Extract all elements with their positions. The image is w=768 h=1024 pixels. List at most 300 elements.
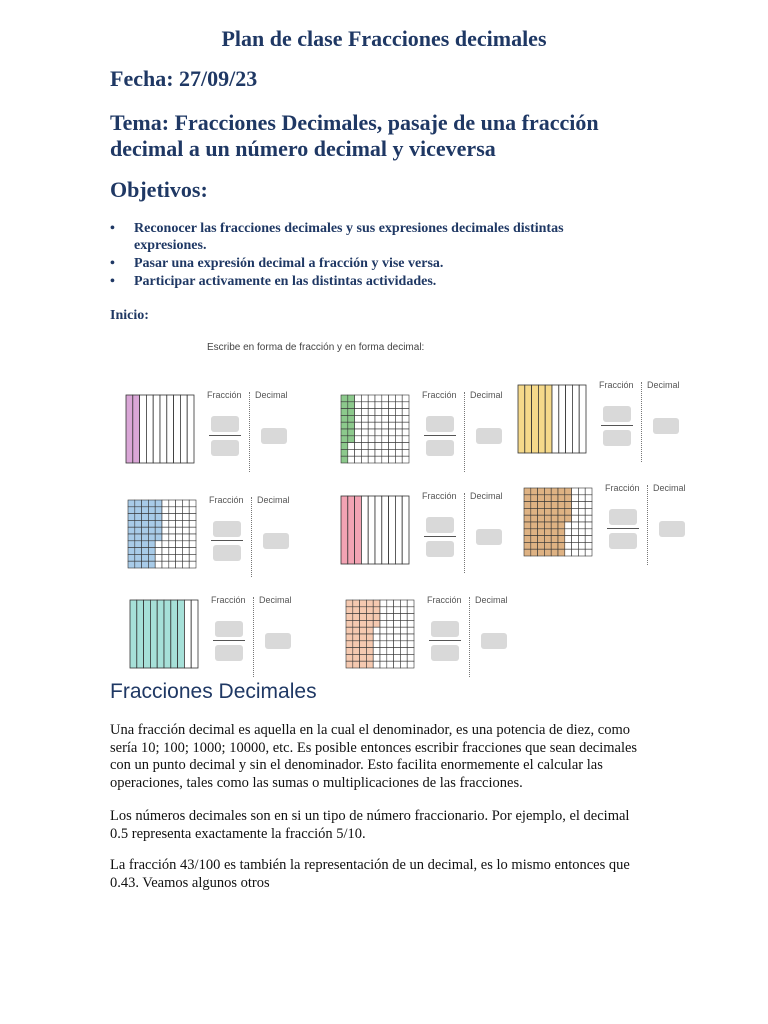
tenth-strip xyxy=(160,395,167,463)
exercise-5 xyxy=(340,491,525,590)
shaded-hundredth xyxy=(348,395,355,402)
shaded-hundredth xyxy=(531,542,538,549)
denominator-box xyxy=(603,430,631,446)
hundredth-cell xyxy=(355,395,362,402)
hundredth-cell xyxy=(361,402,368,409)
hundredth-cell xyxy=(407,661,414,668)
hundredth-cell xyxy=(176,548,183,555)
decimal-box xyxy=(476,428,502,444)
shaded-hundredth xyxy=(142,534,149,541)
hundredth-cell xyxy=(368,415,375,422)
hundredth-cell xyxy=(389,456,396,463)
hundredth-cell xyxy=(395,436,402,443)
denominator-box xyxy=(215,645,243,661)
hundredth-cell xyxy=(155,541,162,548)
shaded-hundredth xyxy=(148,520,155,527)
shaded-hundredth xyxy=(538,488,545,495)
hundredth-cell xyxy=(585,542,592,549)
shaded-tenth xyxy=(341,496,348,564)
dotted-divider xyxy=(464,493,465,573)
hundredth-cell xyxy=(162,561,169,568)
hundredth-cell xyxy=(578,529,585,536)
shaded-hundredth xyxy=(135,541,142,548)
hundredth-cell xyxy=(585,529,592,536)
hundredth-cell xyxy=(155,554,162,561)
hundredth-cell xyxy=(402,449,409,456)
hundredth-cell xyxy=(387,600,394,607)
tenth-strip xyxy=(191,600,198,668)
hundredth-cell xyxy=(382,402,389,409)
tenth-strip xyxy=(566,385,573,453)
shaded-hundredth xyxy=(360,620,367,627)
hundredth-cell xyxy=(176,500,183,507)
hundredth-cell xyxy=(375,422,382,429)
hundredth-cell xyxy=(395,415,402,422)
hundredth-cell xyxy=(182,527,189,534)
paragraph-example: Los números decimales son en si un tipo de número fraccionario. Por ejemplo, el decimal 0.5 representa exactamente la fracción 5/10. xyxy=(110,808,630,842)
shaded-hundredth xyxy=(348,402,355,409)
hundredth-cell xyxy=(182,500,189,507)
shaded-hundredth xyxy=(348,415,355,422)
shaded-hundredth xyxy=(341,402,348,409)
denominator-box xyxy=(211,440,239,456)
hundredth-cell xyxy=(572,515,579,522)
shaded-hundredth xyxy=(353,634,360,641)
hundredth-cell xyxy=(380,641,387,648)
shaded-hundredth xyxy=(524,536,531,543)
shaded-hundredth xyxy=(128,554,135,561)
hundredth-cell xyxy=(565,536,572,543)
fraction-model-hundredths xyxy=(127,499,197,569)
activity-figure xyxy=(115,332,695,677)
shaded-hundredth xyxy=(373,600,380,607)
shaded-hundredth xyxy=(360,607,367,614)
shaded-hundredth xyxy=(135,534,142,541)
shaded-hundredth xyxy=(538,542,545,549)
shaded-hundredth xyxy=(142,548,149,555)
hundredth-cell xyxy=(176,554,183,561)
tenth-strip xyxy=(382,496,389,564)
hundredth-cell xyxy=(407,614,414,621)
shaded-hundredth xyxy=(524,522,531,529)
denominator-box xyxy=(426,541,454,557)
shaded-hundredth xyxy=(142,500,149,507)
tenth-strip xyxy=(552,385,559,453)
shaded-hundredth xyxy=(142,514,149,521)
shaded-hundredth xyxy=(531,522,538,529)
numerator-box xyxy=(431,621,459,637)
hundredth-cell xyxy=(400,620,407,627)
shaded-hundredth xyxy=(551,488,558,495)
hundredth-cell xyxy=(395,449,402,456)
hundredth-cell xyxy=(402,436,409,443)
hundredth-cell xyxy=(176,561,183,568)
hundredth-cell xyxy=(361,422,368,429)
hundredth-cell xyxy=(368,456,375,463)
numerator-box xyxy=(215,621,243,637)
shaded-hundredth xyxy=(558,529,565,536)
hundredth-cell xyxy=(565,549,572,556)
shaded-hundredth xyxy=(128,527,135,534)
shaded-hundredth xyxy=(551,515,558,522)
shaded-hundredth xyxy=(135,520,142,527)
shaded-hundredth xyxy=(544,549,551,556)
decimal-label: Decimal xyxy=(255,390,288,400)
hundredth-cell xyxy=(395,429,402,436)
tenth-strip xyxy=(174,395,181,463)
hundredth-cell xyxy=(169,507,176,514)
shaded-tenth xyxy=(144,600,151,668)
hundredth-cell xyxy=(162,548,169,555)
hundredth-cell xyxy=(572,522,579,529)
shaded-hundredth xyxy=(544,536,551,543)
hundredth-cell xyxy=(402,456,409,463)
shaded-hundredth xyxy=(346,607,353,614)
hundredth-cell xyxy=(407,648,414,655)
hundredth-cell xyxy=(389,436,396,443)
shaded-hundredth xyxy=(551,502,558,509)
shaded-hundredth xyxy=(360,648,367,655)
hundredth-cell xyxy=(387,620,394,627)
shaded-hundredth xyxy=(341,409,348,416)
dotted-divider xyxy=(251,497,252,577)
shaded-hundredth xyxy=(142,541,149,548)
fraction-bar xyxy=(209,435,241,436)
shaded-hundredth xyxy=(544,495,551,502)
tenth-strip xyxy=(395,496,402,564)
hundredth-cell xyxy=(394,641,401,648)
shaded-hundredth xyxy=(360,614,367,621)
hundredth-cell xyxy=(189,500,196,507)
hundredth-cell xyxy=(355,443,362,450)
shaded-hundredth xyxy=(148,548,155,555)
shaded-hundredth xyxy=(366,614,373,621)
objectives-list xyxy=(110,220,630,291)
fraction-model-hundredths xyxy=(523,487,593,557)
shaded-hundredth xyxy=(551,508,558,515)
hundredth-cell xyxy=(387,648,394,655)
hundredth-cell xyxy=(572,542,579,549)
hundredth-cell xyxy=(407,607,414,614)
shaded-hundredth xyxy=(366,634,373,641)
shaded-hundredth xyxy=(142,527,149,534)
hundredth-cell xyxy=(389,449,396,456)
shaded-hundredth xyxy=(341,456,348,463)
shaded-tenth xyxy=(133,395,140,463)
fraction-model-hundredths xyxy=(345,599,415,669)
hundredth-cell xyxy=(380,614,387,621)
shaded-hundredth xyxy=(128,507,135,514)
numerator-box xyxy=(426,416,454,432)
hundredth-cell xyxy=(162,520,169,527)
hundredth-cell xyxy=(162,541,169,548)
hundredth-cell xyxy=(155,561,162,568)
hundredth-cell xyxy=(578,508,585,515)
hundredth-cell xyxy=(395,456,402,463)
shaded-hundredth xyxy=(148,554,155,561)
inicio-label: Inicio: xyxy=(110,308,149,323)
exercise-2 xyxy=(340,390,525,489)
shaded-hundredth xyxy=(531,529,538,536)
shaded-hundredth xyxy=(538,508,545,515)
hundredth-cell xyxy=(189,548,196,555)
shaded-tenth xyxy=(355,496,362,564)
shaded-hundredth xyxy=(366,648,373,655)
hundredth-cell xyxy=(182,534,189,541)
tenth-strip xyxy=(579,385,586,453)
hundredth-cell xyxy=(176,541,183,548)
shaded-hundredth xyxy=(341,395,348,402)
shaded-hundredth xyxy=(544,529,551,536)
shaded-hundredth xyxy=(558,508,565,515)
shaded-hundredth xyxy=(360,641,367,648)
hundredth-cell xyxy=(394,634,401,641)
shaded-hundredth xyxy=(544,515,551,522)
hundredth-cell xyxy=(400,607,407,614)
hundredth-cell xyxy=(162,507,169,514)
denominator-box xyxy=(213,545,241,561)
shaded-hundredth xyxy=(366,627,373,634)
exercise-8 xyxy=(345,595,530,694)
hundredth-cell xyxy=(585,502,592,509)
hundredth-cell xyxy=(565,529,572,536)
hundredth-cell xyxy=(355,429,362,436)
hundredth-cell xyxy=(169,534,176,541)
shaded-hundredth xyxy=(366,641,373,648)
shaded-hundredth xyxy=(544,488,551,495)
hundredth-cell xyxy=(182,548,189,555)
hundredth-cell xyxy=(189,507,196,514)
hundredth-cell xyxy=(368,409,375,416)
shaded-hundredth xyxy=(544,502,551,509)
hundredth-cell xyxy=(169,514,176,521)
hundredth-cell xyxy=(389,409,396,416)
hundredth-cell xyxy=(387,607,394,614)
hundredth-cell xyxy=(368,402,375,409)
shaded-hundredth xyxy=(551,522,558,529)
hundredth-cell xyxy=(395,443,402,450)
objective-item: • Reconocer las fracciones decimales y sus expresiones decimales distintas expresiones. xyxy=(110,220,630,254)
shaded-hundredth xyxy=(360,627,367,634)
shaded-hundredth xyxy=(128,500,135,507)
dotted-divider xyxy=(249,392,250,472)
hundredth-cell xyxy=(394,648,401,655)
shaded-hundredth xyxy=(531,508,538,515)
shaded-hundredth xyxy=(524,515,531,522)
hundredth-cell xyxy=(375,449,382,456)
hundredth-cell xyxy=(373,661,380,668)
decimal-label: Decimal xyxy=(257,495,290,505)
fraction-bar xyxy=(213,640,245,641)
hundredth-cell xyxy=(380,654,387,661)
hundredth-cell xyxy=(355,402,362,409)
tenth-strip xyxy=(375,496,382,564)
hundredth-cell xyxy=(373,641,380,648)
tenth-strip xyxy=(187,395,194,463)
hundredth-cell xyxy=(361,456,368,463)
fraction-model-hundredths xyxy=(340,394,410,464)
shaded-hundredth xyxy=(128,520,135,527)
shaded-hundredth xyxy=(366,620,373,627)
hundredth-cell xyxy=(162,500,169,507)
hundredth-cell xyxy=(355,409,362,416)
shaded-hundredth xyxy=(148,541,155,548)
shaded-hundredth xyxy=(341,436,348,443)
decimal-box xyxy=(481,633,507,649)
hundredth-cell xyxy=(162,554,169,561)
shaded-hundredth xyxy=(135,507,142,514)
hundredth-cell xyxy=(407,641,414,648)
shaded-hundredth xyxy=(558,522,565,529)
hundredth-cell xyxy=(182,520,189,527)
shaded-hundredth xyxy=(353,627,360,634)
tenth-strip xyxy=(368,496,375,564)
hundredth-cell xyxy=(572,536,579,543)
shaded-hundredth xyxy=(135,554,142,561)
denominator-box xyxy=(431,645,459,661)
shaded-hundredth xyxy=(341,415,348,422)
hundredth-cell xyxy=(169,561,176,568)
hundredth-cell xyxy=(400,600,407,607)
dotted-divider xyxy=(647,485,648,565)
hundredth-cell xyxy=(375,436,382,443)
hundredth-cell xyxy=(387,627,394,634)
hundredth-cell xyxy=(182,507,189,514)
hundredth-cell xyxy=(382,449,389,456)
shaded-tenth xyxy=(130,600,137,668)
exercise-4 xyxy=(127,495,312,594)
hundredth-cell xyxy=(348,456,355,463)
exercise-6 xyxy=(523,483,708,582)
hundredth-cell xyxy=(380,607,387,614)
shaded-hundredth xyxy=(538,549,545,556)
shaded-hundredth xyxy=(348,429,355,436)
shaded-tenth xyxy=(171,600,178,668)
hundredth-cell xyxy=(348,449,355,456)
hundredth-cell xyxy=(355,436,362,443)
hundredth-cell xyxy=(375,443,382,450)
hundredth-cell xyxy=(402,429,409,436)
hundredth-cell xyxy=(182,561,189,568)
tenth-strip xyxy=(153,395,160,463)
shaded-hundredth xyxy=(155,500,162,507)
hundredth-cell xyxy=(387,654,394,661)
decimal-label: Decimal xyxy=(470,390,503,400)
hundredth-cell xyxy=(361,409,368,416)
hundredth-cell xyxy=(578,502,585,509)
hundredth-cell xyxy=(361,415,368,422)
shaded-hundredth xyxy=(531,502,538,509)
hundredth-cell xyxy=(169,554,176,561)
shaded-hundredth xyxy=(341,443,348,450)
hundredth-cell xyxy=(382,429,389,436)
decimal-box xyxy=(263,533,289,549)
hundredth-cell xyxy=(572,488,579,495)
shaded-hundredth xyxy=(346,661,353,668)
fraction-label: Fracción xyxy=(605,483,640,493)
hundredth-cell xyxy=(402,443,409,450)
shaded-hundredth xyxy=(346,620,353,627)
shaded-hundredth xyxy=(341,422,348,429)
shaded-hundredth xyxy=(353,648,360,655)
hundredth-cell xyxy=(395,402,402,409)
shaded-tenth xyxy=(532,385,539,453)
shaded-hundredth xyxy=(558,495,565,502)
hundredth-cell xyxy=(572,529,579,536)
shaded-hundredth xyxy=(142,554,149,561)
shaded-hundredth xyxy=(128,541,135,548)
hundredth-cell xyxy=(402,422,409,429)
shaded-hundredth xyxy=(128,514,135,521)
hundredth-cell xyxy=(380,627,387,634)
hundredth-cell xyxy=(394,627,401,634)
shaded-hundredth xyxy=(551,536,558,543)
fraction-label: Fracción xyxy=(422,491,457,501)
hundredth-cell xyxy=(387,661,394,668)
numerator-box xyxy=(213,521,241,537)
hundredth-cell xyxy=(176,514,183,521)
document-title: Plan de clase Fracciones decimales xyxy=(221,26,547,51)
hundredth-cell xyxy=(361,443,368,450)
shaded-hundredth xyxy=(551,529,558,536)
decimal-label: Decimal xyxy=(475,595,508,605)
shaded-hundredth xyxy=(551,549,558,556)
hundredth-cell xyxy=(402,415,409,422)
shaded-hundredth xyxy=(346,654,353,661)
tenth-strip xyxy=(559,385,566,453)
hundredth-cell xyxy=(407,654,414,661)
hundredth-cell xyxy=(394,661,401,668)
shaded-hundredth xyxy=(524,542,531,549)
hundredth-cell xyxy=(380,634,387,641)
hundredth-cell xyxy=(407,634,414,641)
hundredth-cell xyxy=(578,488,585,495)
denominator-box xyxy=(426,440,454,456)
shaded-hundredth xyxy=(366,600,373,607)
hundredth-cell xyxy=(382,436,389,443)
hundredth-cell xyxy=(162,527,169,534)
hundredth-cell xyxy=(382,443,389,450)
hundredth-cell xyxy=(400,634,407,641)
tenth-strip xyxy=(572,385,579,453)
shaded-hundredth xyxy=(148,514,155,521)
hundredth-cell xyxy=(182,541,189,548)
shaded-hundredth xyxy=(524,508,531,515)
hundredth-cell xyxy=(407,600,414,607)
hundredth-cell xyxy=(407,627,414,634)
paragraph-definition: Una fracción decimal es aquella en la cual el denominador, es una potencia de diez, como sería 10; 100; 1000; 10000, etc. Es posible entonces escribir fracciones que sean decimales con un punto decimal y sin el denominador. Esto facilita enormemente el calcular las operaciones, tales como las sumas o multiplicaciones de las fracciones. xyxy=(110,722,638,791)
shaded-tenth xyxy=(348,496,355,564)
hundredth-cell xyxy=(169,527,176,534)
shaded-hundredth xyxy=(353,654,360,661)
shaded-hundredth xyxy=(538,515,545,522)
shaded-hundredth xyxy=(373,614,380,621)
hundredth-cell xyxy=(189,527,196,534)
fraction-label: Fracción xyxy=(599,380,634,390)
decimal-box xyxy=(265,633,291,649)
hundredth-cell xyxy=(373,654,380,661)
objective-item: • Participar activamente en las distintas actividades. xyxy=(110,273,630,290)
fraction-label: Fracción xyxy=(209,495,244,505)
hundredth-cell xyxy=(387,641,394,648)
hundredth-cell xyxy=(389,395,396,402)
shaded-hundredth xyxy=(531,515,538,522)
shaded-hundredth xyxy=(148,527,155,534)
hundredth-cell xyxy=(176,534,183,541)
hundredth-cell xyxy=(389,429,396,436)
hundredth-cell xyxy=(189,541,196,548)
shaded-tenth xyxy=(545,385,552,453)
